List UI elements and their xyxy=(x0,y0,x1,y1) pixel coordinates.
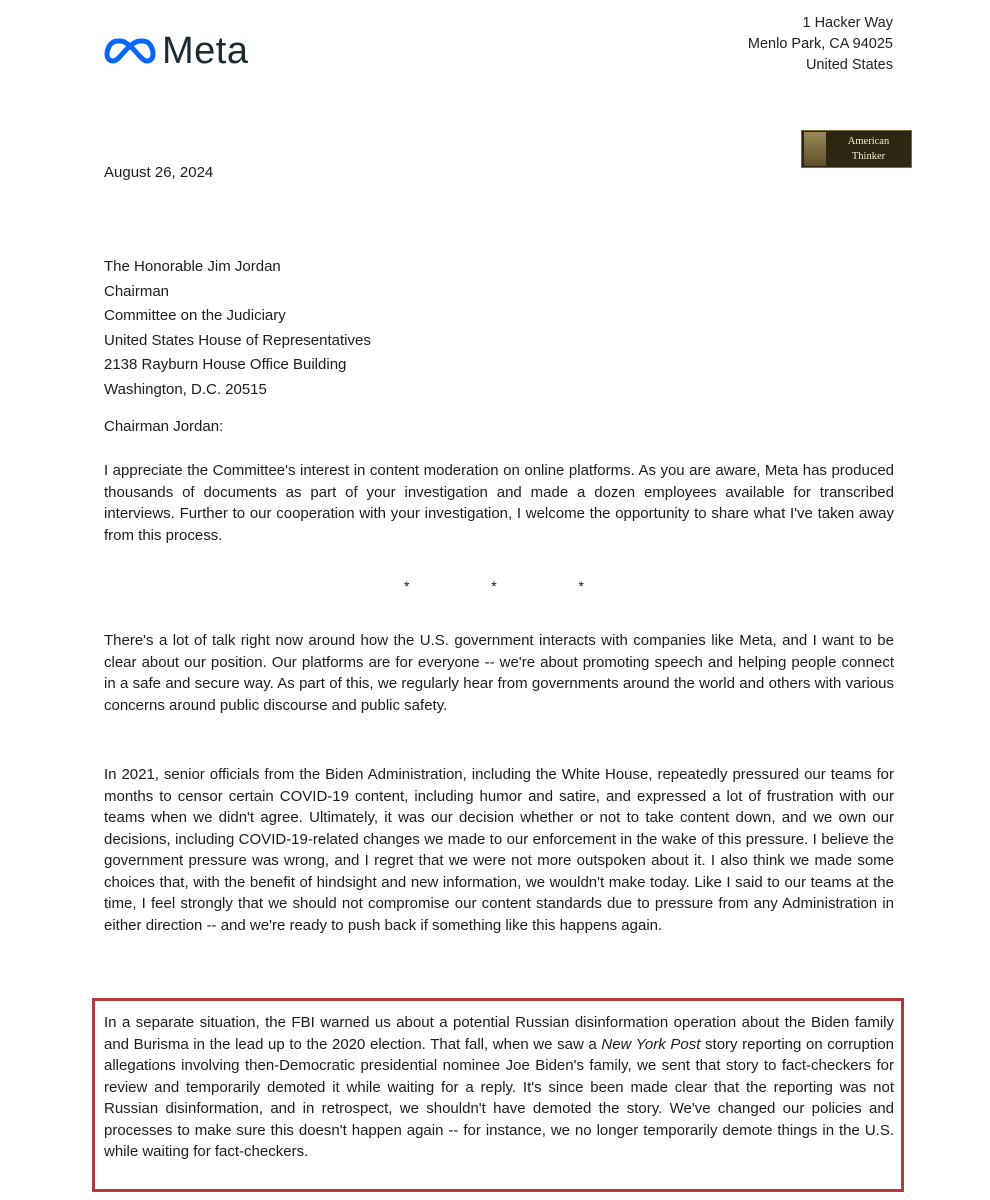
recipient-title: Chairman xyxy=(104,282,170,300)
recipient-committee: Committee on the Judiciary xyxy=(104,307,286,324)
address-line: Menlo Park, CA 94025 xyxy=(747,36,893,52)
sender-address xyxy=(748,13,893,76)
highlight-text: In a separate situation, the FBI warned us about a potential Russian disinformation operation about the Biden family and Burisma in the lead up to the 2020 election. That fall, when we saw a xyxy=(104,1014,894,1053)
body-paragraph: In 2021, senior officials from the Biden Administration, including the White House, repeatedly pressured our teams for months to censor certain COVID-19 content, including humor and satire, and expressed a lot of frustration with our teams when we didn't agree. Ultimately, it was our decision whether or not to take content down, and we own our decisions, including COVID-19-related changes we made to our enforcement in the wake of this pressure. I believe the government pressure was wrong, and I regret that we were not more outspoken about it. I also think we made some choices that, with the benefit of hindsight and new information, we wouldn't make today. Like I said to our teams at the time, I feel strongly that we should not compromise our content standards due to pressure from any Administration in either direction -- and we're ready to push back if something like this happens again. xyxy=(104,766,894,934)
salutation: Chairman Jordan: xyxy=(104,418,224,435)
meta-logo xyxy=(104,32,248,70)
highlighted-paragraph xyxy=(104,1012,894,1163)
separator-star: * xyxy=(404,578,410,594)
highlight-publication: New York Post xyxy=(601,1035,701,1053)
american-thinker-watermark xyxy=(801,130,912,168)
recipient-block xyxy=(104,255,371,402)
recipient-body: United States House of Representatives xyxy=(104,331,371,349)
brand-name: Meta xyxy=(162,30,249,72)
address-line: 1 Hacker Way xyxy=(802,15,893,31)
recipient-name: The Honorable Jim Jordan xyxy=(104,258,281,275)
section-separator xyxy=(404,578,584,594)
letter-date: August 26, 2024 xyxy=(104,164,214,181)
body-paragraph: I appreciate the Committee's interest in content moderation on online platforms. As you are aware, Meta has produced thousands of documents as part of your investigation and made a dozen employees available for transcribed interviews. Further to our cooperation with your investigation, I welcome the opportunity to share what I've taken away from this process. xyxy=(104,462,894,544)
watermark-line: American xyxy=(847,136,890,147)
watermark-line: Thinker xyxy=(851,151,886,162)
recipient-city: Washington, D.C. 20515 xyxy=(104,380,267,398)
recipient-office: 2138 Rayburn House Office Building xyxy=(104,356,347,373)
meta-infinity-logo-icon xyxy=(104,38,156,64)
highlight-text: story reporting on corruption allegations involving then-Democratic presidential nominee Joe Biden's family, we sent that story to fact-checkers for review and temporarily demoted it while waiting for a reply. It's since been made clear that the reporting was not Russian disinformation, and in retrospect, we shouldn't have demoted the story. We've changed our policies and processes to make sure this doesn't happen again -- for instance, we no longer temporarily demote things in the U.S. while waiting for fact-checkers. xyxy=(104,1035,895,1160)
body-paragraph: There's a lot of talk right now around how the U.S. government interacts with companies like Meta, and I want to be clear about our position. Our platforms are for everyone -- we're about promoting speech and helping people connect in a safe and secure way. As part of this, we regularly hear from governments around the world and others with various concerns around public discourse and public safety. xyxy=(104,632,894,714)
address-line: United States xyxy=(805,57,893,73)
separator-star: * xyxy=(491,578,497,594)
thinker-statue-icon xyxy=(804,132,826,166)
separator-star: * xyxy=(578,578,584,594)
